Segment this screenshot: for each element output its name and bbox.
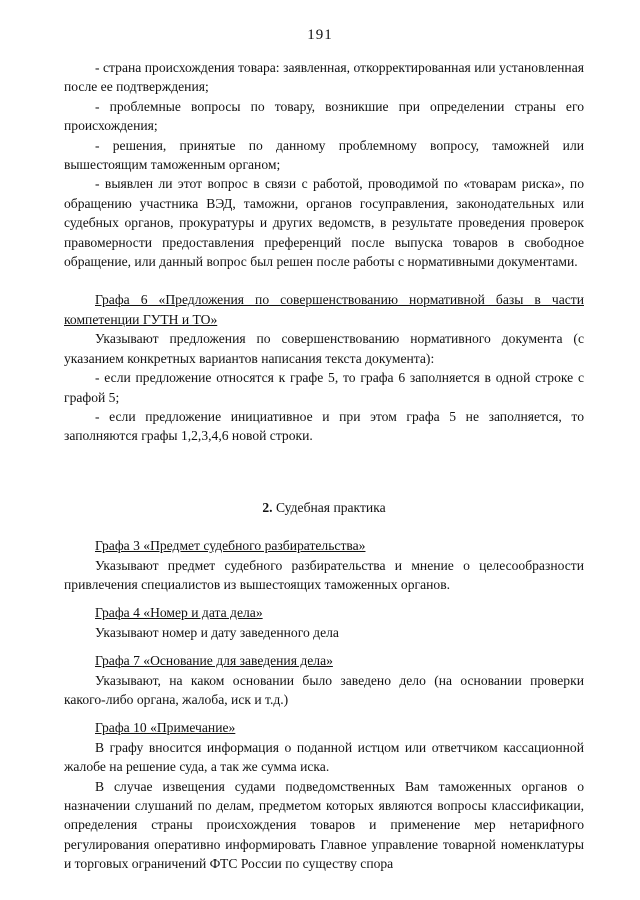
grafa10-heading: Графа 10 «Примечание» (95, 720, 236, 736)
paragraph: Указывают, на каком основании было заведено дело (на основании проверки какого-либо органа, жалоба, иск и т.д.) (64, 672, 584, 707)
document-body (64, 58, 584, 874)
list-item: - если предложение инициативное и при этом графа 5 не заполняется, то заполняются графы 1,2,3,4,6 новой строки. (64, 408, 584, 444)
paragraph: В случае извещения судами подведомственных Вам таможенных органов о назначении слушаний по делам, предметом которых являются вопросы классификации, определения страны происхождения товаров и применение мер нетарифного регулирования оперативно информировать Главное управление товарной номенклатуры и торговых ограничений ФТС России по существу спора (64, 778, 584, 872)
paragraph: В графу вносится информация о поданной истцом или ответчиком кассационной жалобе на решение суда, а так же сумма иска. (64, 739, 584, 775)
page-number: 191 (307, 27, 333, 43)
list-item: - выявлен ли этот вопрос в связи с работой, проводимой по «товарам риска», по обращению участника ВЭД, таможни, органов госуправления, законодательных или судебных органов, прокуратуры и других ведомств, в результате проведения проверок правомерности предоставления преференций после выпуска товаров в свободное обращение, или данный вопрос был решен после работы с нормативными документами. (64, 176, 584, 270)
paragraph: Указывают предмет судебного разбирательства и мнение о целесообразности привлечения специалистов из вышестоящих таможенных органов. (64, 557, 584, 592)
section-heading: 2. Судебная практика (262, 499, 386, 515)
list-item: - если предложение относятся к графе 5, то графа 6 заполняется в одной строке с графой 5; (64, 370, 584, 405)
grafa4-heading: Графа 4 «Номер и дата дела» (95, 605, 263, 621)
grafa7-heading: Графа 7 «Основание для заведения дела» (95, 653, 333, 669)
grafa3-heading: Графа 3 «Предмет судебного разбирательства» (95, 538, 366, 554)
grafa6-heading: Графа 6 «Предложения по совершенствованию нормативной базы в части компетенции ГУТН и ТО» (64, 292, 584, 327)
list-item: - страна происхождения товара: заявленная, откорректированная или установленная после ее подтверждения; (64, 60, 584, 95)
list-item: - решения, принятые по данному проблемному вопросу, таможней или вышестоящим таможенным органом; (64, 137, 584, 173)
paragraph: Указывают предложения по совершенствованию нормативного документа (с указанием конкретных вариантов написания текста документа): (64, 331, 584, 366)
list-item: - проблемные вопросы по товару, возникшие при определении страны его происхождения; (64, 98, 584, 134)
paragraph: Указывают номер и дату заведенного дела (95, 624, 339, 640)
